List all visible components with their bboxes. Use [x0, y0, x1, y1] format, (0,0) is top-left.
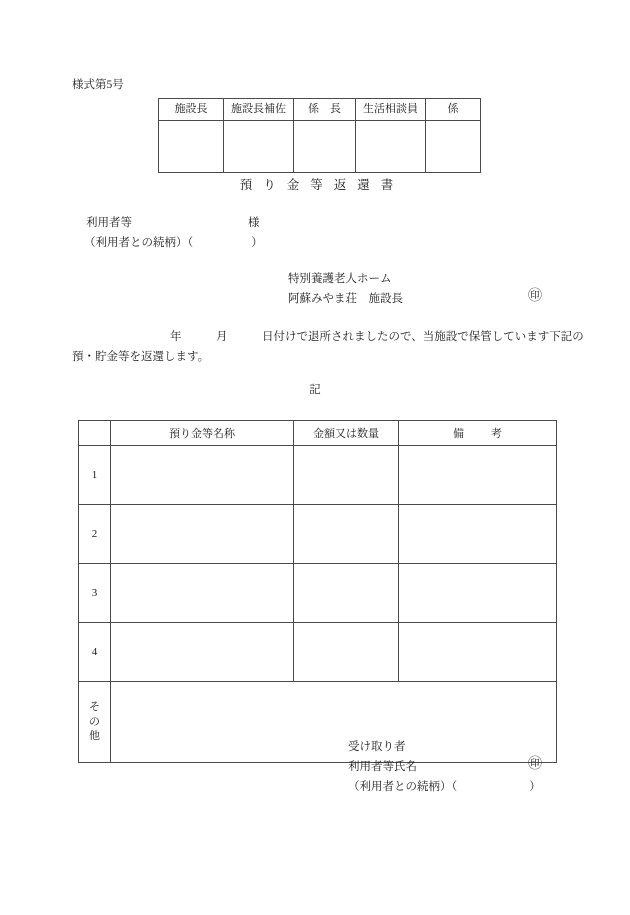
deposit-other-label — [79, 682, 111, 763]
deposit-row-note[interactable] — [399, 505, 557, 564]
deposit-row-amount[interactable] — [294, 623, 399, 682]
deposit-row-number: 1 — [79, 446, 111, 505]
deposit-header-name: 預り金等名称 — [111, 421, 294, 446]
deposit-items-table — [78, 420, 557, 763]
deposit-row-amount[interactable] — [294, 564, 399, 623]
deposit-other-row — [79, 682, 557, 763]
deposit-row-number: 4 — [79, 623, 111, 682]
deposit-row-amount[interactable] — [294, 505, 399, 564]
seal-icon: ㊞ — [528, 757, 542, 772]
approval-stamp-table — [158, 98, 481, 173]
approval-header-facility-director: 施設長 — [159, 99, 224, 121]
deposit-row-note[interactable] — [399, 623, 557, 682]
deposit-other-char-2: の — [89, 715, 100, 728]
form-number-label: 様式第5号 — [72, 79, 124, 91]
ki-marker: 記 — [309, 384, 321, 396]
deposit-row-name[interactable] — [111, 446, 294, 505]
facility-name-and-role-label: 阿蘇みやま荘 施設長 — [288, 293, 403, 305]
deposit-row-name[interactable] — [111, 505, 294, 564]
table-row — [79, 505, 557, 564]
deposit-row-number: 3 — [79, 564, 111, 623]
deposit-row-note[interactable] — [399, 564, 557, 623]
deposit-row-amount[interactable] — [294, 446, 399, 505]
approval-stamp-cell-deputy-director[interactable] — [224, 121, 294, 173]
facility-type-label: 特別養護老人ホーム — [288, 273, 392, 285]
deposit-other-char-1: そ — [89, 700, 100, 713]
addressee-relation-close: ） — [251, 237, 263, 249]
deposit-header-row — [79, 421, 557, 446]
addressee-relation-field[interactable] — [84, 236, 263, 252]
approval-stamp-cell-section-chief[interactable] — [294, 121, 356, 173]
approval-header-section-chief: 係 長 — [294, 99, 356, 121]
approval-stamp-cell-facility-director[interactable] — [159, 121, 224, 173]
deposit-header-amount: 金額又は数量 — [294, 421, 399, 446]
table-row — [79, 623, 557, 682]
table-row — [79, 564, 557, 623]
deposit-row-name[interactable] — [111, 623, 294, 682]
table-row — [79, 446, 557, 505]
deposit-header-note: 備 考 — [399, 421, 557, 446]
body-text-line-2: 預・貯金等を返還します。 — [72, 351, 210, 363]
receiver-relation-label: （利用者との続柄）（ — [348, 781, 458, 793]
approval-header-row — [159, 99, 481, 121]
deposit-header-no — [79, 421, 111, 446]
deposit-row-name[interactable] — [111, 564, 294, 623]
receiver-name-label: 利用者等氏名 — [348, 761, 417, 773]
deposit-other-value[interactable] — [111, 682, 557, 763]
seal-icon: ㊞ — [528, 289, 542, 304]
approval-header-life-counselor: 生活相談員 — [356, 99, 426, 121]
deposit-row-number: 2 — [79, 505, 111, 564]
addressee-label: 利用者等 — [86, 217, 132, 229]
approval-header-deputy-director: 施設長補佐 — [224, 99, 294, 121]
body-text-line-1: 年 月 日付けで退所されましたので、当施設で保管しています下記の — [170, 331, 584, 343]
receiver-relation-close: ） — [529, 781, 541, 793]
deposit-row-note[interactable] — [399, 446, 557, 505]
approval-header-staff: 係 — [426, 99, 481, 121]
addressee-honorific: 様 — [248, 217, 260, 229]
deposit-other-char-3: 他 — [89, 730, 100, 743]
document-title: 預り金等返還書 — [239, 178, 405, 192]
addressee-relation-label: （利用者との続柄）（ — [84, 237, 194, 249]
receiver-title-label: 受け取り者 — [348, 741, 406, 753]
approval-stamp-row — [159, 121, 481, 173]
approval-stamp-cell-life-counselor[interactable] — [356, 121, 426, 173]
receiver-relation-field[interactable] — [348, 780, 541, 796]
approval-stamp-cell-staff[interactable] — [426, 121, 481, 173]
